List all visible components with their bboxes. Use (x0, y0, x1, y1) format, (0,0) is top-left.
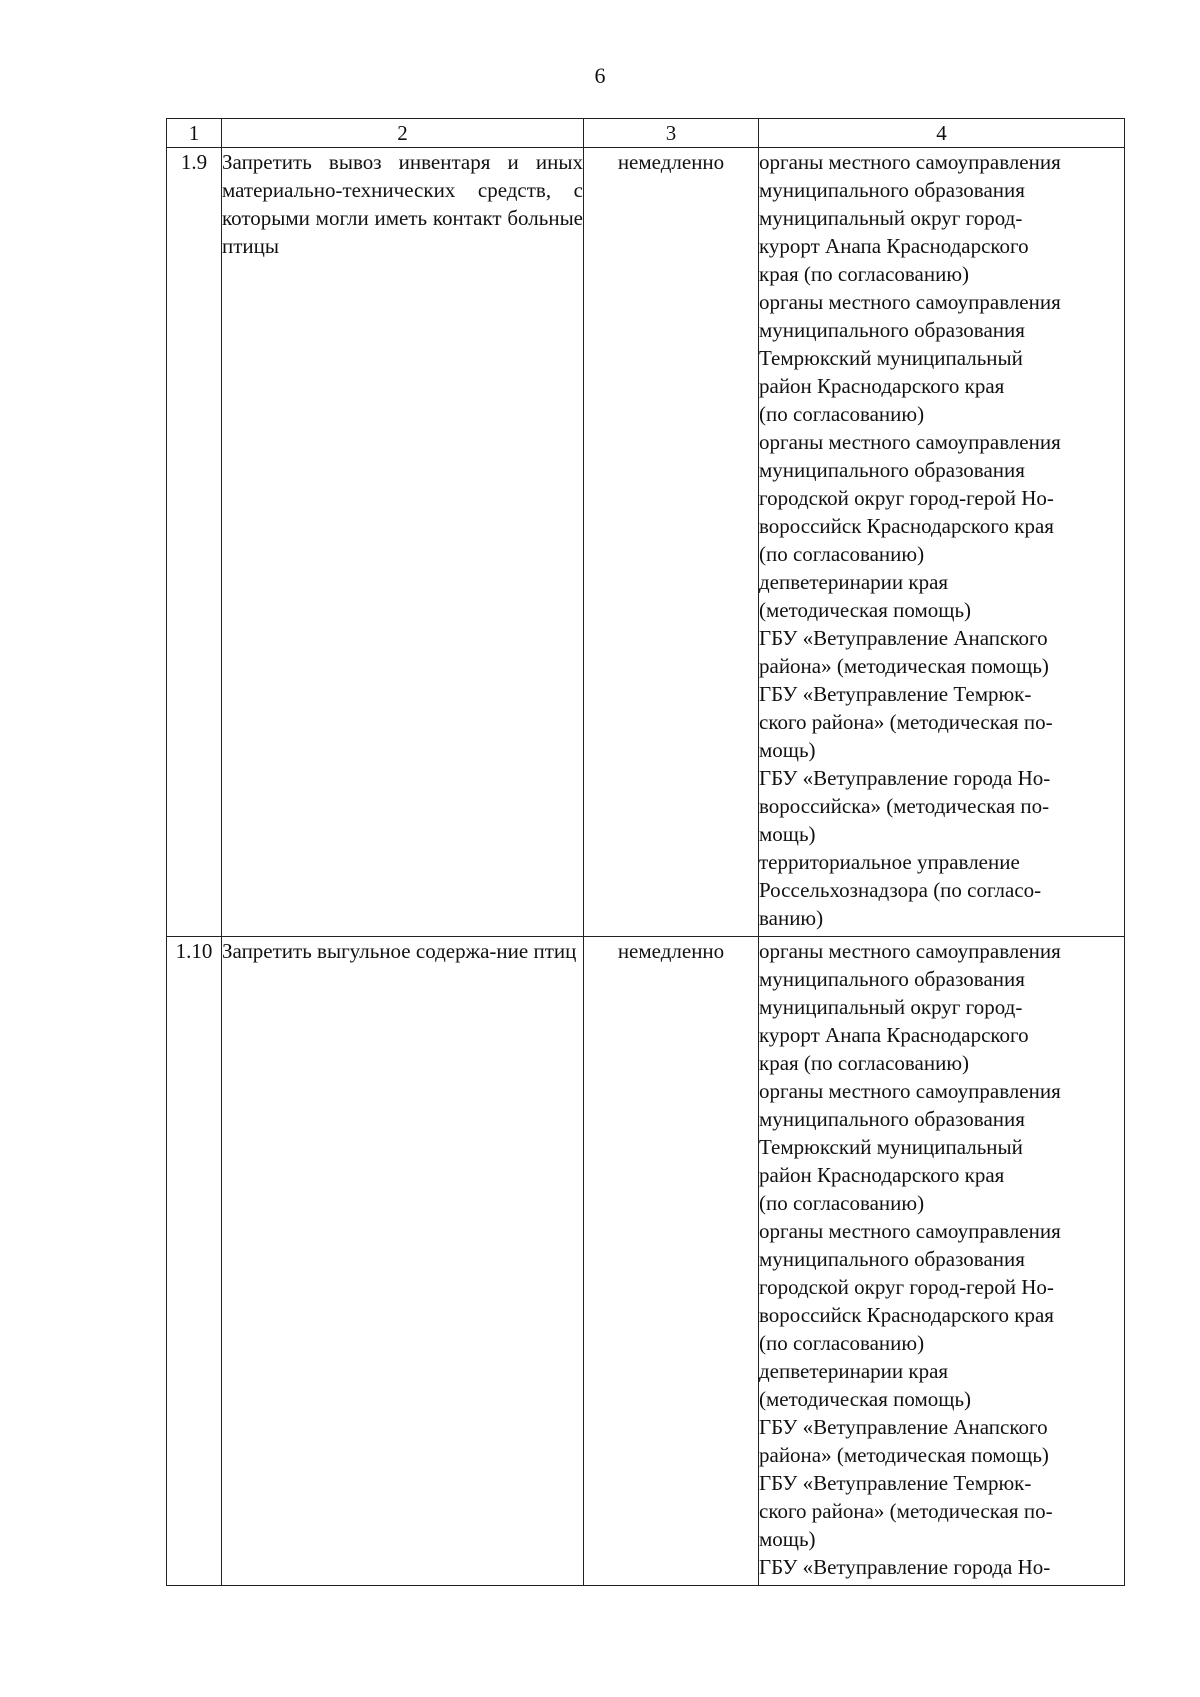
responsible-line: ГБУ «Ветуправление Темрюк- (759, 682, 1032, 706)
responsible-line: вороссийск Краснодарского края (759, 514, 1054, 538)
responsible-line: район Краснодарского края (759, 1163, 1005, 1187)
deadline: немедленно (584, 937, 759, 1586)
measure-description: Запретить вывоз инвентаря и иных материально-технических средств, с которыми могли иметь контакт больные птицы (222, 148, 584, 937)
header-cell-3: 3 (584, 119, 759, 148)
table-row (167, 937, 1125, 1586)
responsible-line: (методическая помощь) (759, 1387, 972, 1411)
responsible-line: края (по согласованию) (759, 262, 970, 286)
responsible-line: ГБУ «Ветуправление Темрюк- (759, 1471, 1032, 1495)
responsible-line: ванию) (759, 906, 824, 930)
responsible-line: городской округ город-герой Но- (759, 1275, 1054, 1299)
responsible-line: вороссийск Краснодарского края (759, 1303, 1054, 1327)
table-row (167, 148, 1125, 937)
responsible-line: (по согласованию) (759, 402, 925, 426)
measures-table (166, 118, 1125, 1586)
responsible-line: района» (методическая помощь) (759, 654, 1049, 678)
header-cell-1: 1 (167, 119, 222, 148)
responsible-line: мощь) (759, 1527, 816, 1551)
responsible-line: органы местного самоуправления (759, 1079, 1061, 1103)
header-cell-4: 4 (759, 119, 1125, 148)
responsible-line: мощь) (759, 738, 816, 762)
responsible-line: края (по согласованию) (759, 1051, 970, 1075)
responsible-line: ского района» (методическая по- (759, 1499, 1053, 1523)
responsible-line: (по согласованию) (759, 1191, 925, 1215)
responsible-parties (759, 148, 1125, 937)
responsible-line: органы местного самоуправления (759, 290, 1061, 314)
table-header-row (167, 119, 1125, 148)
responsible-line: органы местного самоуправления (759, 430, 1061, 454)
responsible-line: муниципального образования (759, 318, 1025, 342)
responsible-line: депветеринарии края (759, 1359, 949, 1383)
responsible-line: (по согласованию) (759, 542, 925, 566)
responsible-line: мощь) (759, 822, 816, 846)
responsible-line: муниципального образования (759, 967, 1025, 991)
responsible-line: органы местного самоуправления (759, 1219, 1061, 1243)
responsible-line: муниципальный округ город- (759, 206, 1023, 230)
responsible-line: района» (методическая помощь) (759, 1443, 1049, 1467)
responsible-line: депветеринарии края (759, 570, 949, 594)
responsible-line: Темрюкский муниципальный (759, 1135, 1023, 1159)
responsible-line: муниципального образования (759, 1247, 1025, 1271)
responsible-line: органы местного самоуправления (759, 150, 1061, 174)
page-number: 6 (594, 63, 606, 88)
responsible-line: Россельхознадзора (по согласо- (759, 878, 1042, 902)
responsible-line: (по согласованию) (759, 1331, 925, 1355)
responsible-line: муниципальный округ город- (759, 995, 1023, 1019)
measure-description: Запретить выгульное содержа-ние птиц (222, 937, 584, 1586)
responsible-line: Темрюкский муниципальный (759, 346, 1023, 370)
responsible-line: ГБУ «Ветуправление города Но- (759, 766, 1051, 790)
header-cell-2: 2 (222, 119, 584, 148)
row-number: 1.10 (167, 937, 222, 1586)
responsible-line: муниципального образования (759, 458, 1025, 482)
responsible-line: органы местного самоуправления (759, 939, 1061, 963)
responsible-line: ГБУ «Ветуправление Анапского (759, 1415, 1048, 1439)
responsible-line: городской округ город-герой Но- (759, 486, 1054, 510)
responsible-line: (методическая помощь) (759, 598, 972, 622)
responsible-line: муниципального образования (759, 1107, 1025, 1131)
responsible-line: ского района» (методическая по- (759, 710, 1053, 734)
deadline: немедленно (584, 148, 759, 937)
responsible-line: район Краснодарского края (759, 374, 1005, 398)
responsible-line: вороссийска» (методическая по- (759, 794, 1050, 818)
responsible-line: ГБУ «Ветуправление Анапского (759, 626, 1048, 650)
responsible-line: ГБУ «Ветуправление города Но- (759, 1555, 1051, 1579)
responsible-line: курорт Анапа Краснодарского (759, 234, 1029, 258)
row-number: 1.9 (167, 148, 222, 937)
responsible-parties (759, 937, 1125, 1586)
responsible-line: муниципального образования (759, 178, 1025, 202)
responsible-line: курорт Анапа Краснодарского (759, 1023, 1029, 1047)
responsible-line: территориальное управление (759, 850, 1020, 874)
